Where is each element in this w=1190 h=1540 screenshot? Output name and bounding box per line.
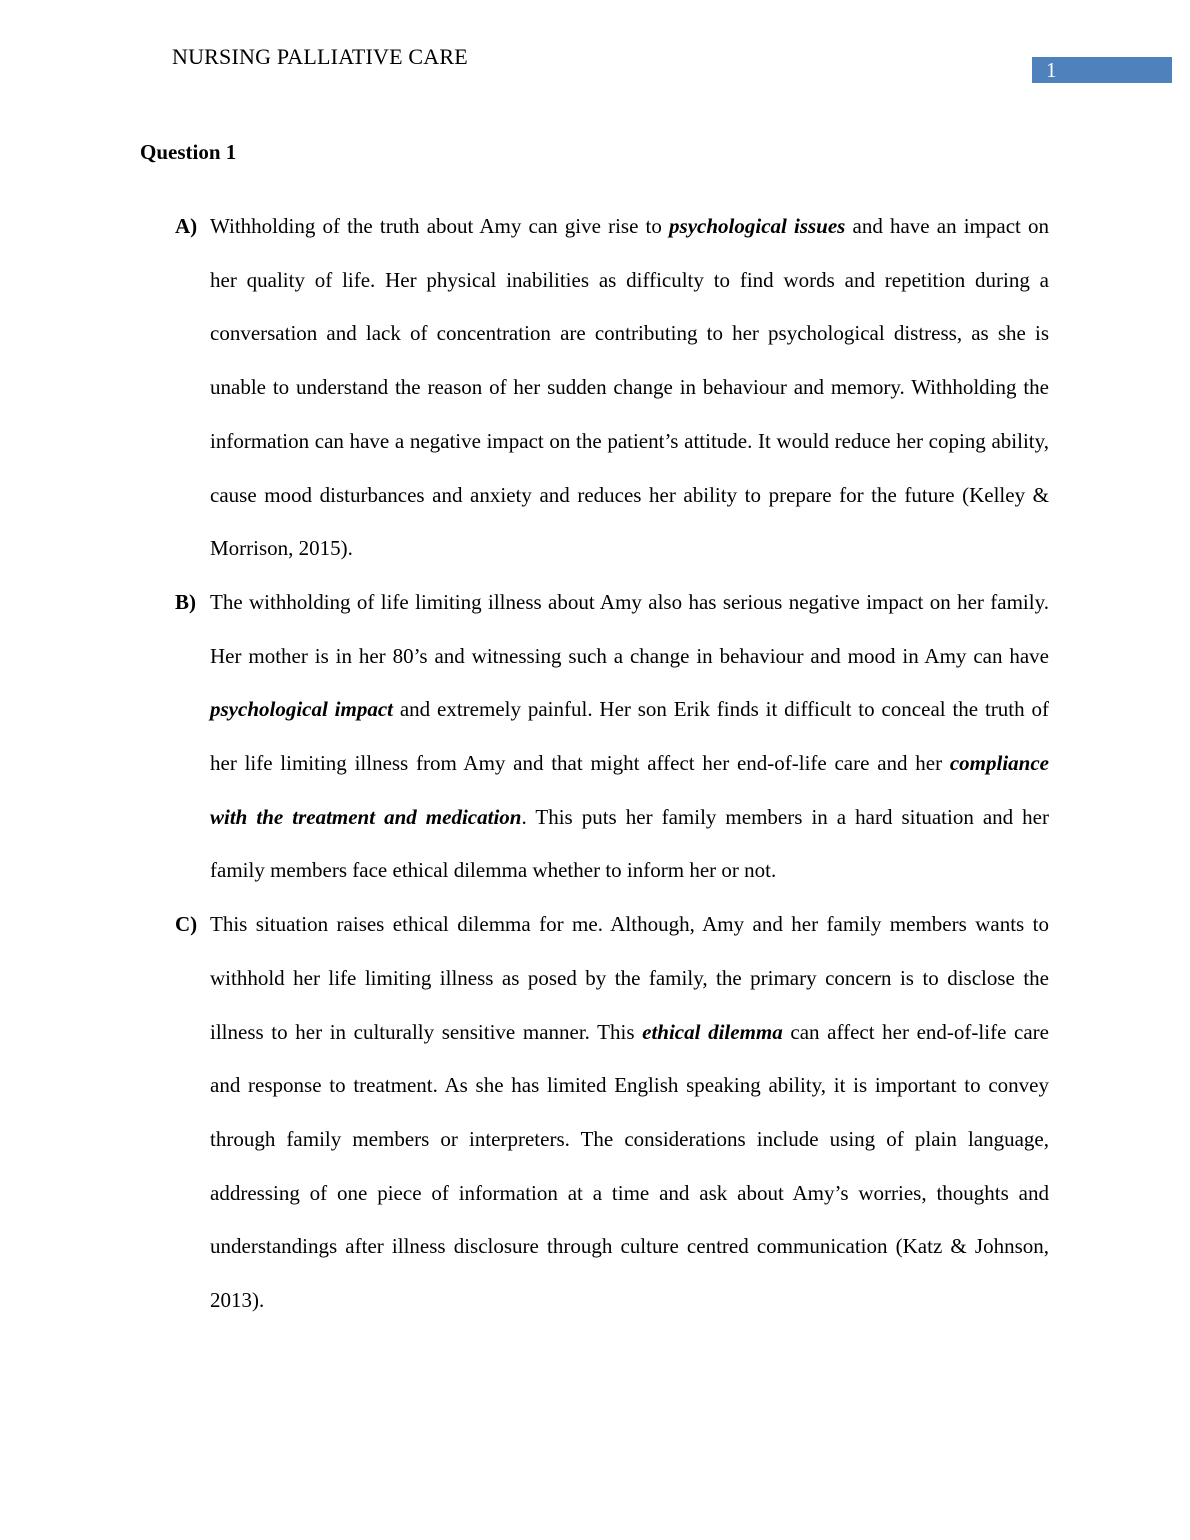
- text-segment: This situation raises ethical dilemma for me. Although, Amy and her family members wants to withhold her life limiting illness as posed by the family, the primary concern is to disclose the illness to her in culturally sensitive manner. This: [210, 912, 1049, 1044]
- answer-label: B): [175, 589, 196, 614]
- answer-list: [0, 200, 1190, 1328]
- answer-item: [0, 200, 1190, 576]
- text-segment: and extremely painful. Her son Erik finds it difficult to conceal the truth of her life limiting illness from Amy and that might affect her end-of-life care and her: [210, 697, 1049, 776]
- answer-label: C): [175, 912, 198, 937]
- answer-text: [210, 200, 1049, 576]
- emphasized-phrase: psychological issues: [669, 214, 846, 238]
- answer-text: [210, 576, 1049, 898]
- question-heading: Question 1: [140, 140, 237, 164]
- text-segment: Withholding of the truth about Amy can give rise to: [210, 214, 670, 238]
- page-number: 1: [1032, 57, 1172, 83]
- answer-item: [0, 576, 1190, 898]
- emphasized-phrase: psychological impact: [210, 697, 393, 722]
- running-head: NURSING PALLIATIVE CARE: [172, 44, 468, 69]
- text-segment: . This puts her family members in a hard situation and her family members face ethical dilemma whether to inform her or not.: [210, 804, 1049, 883]
- answer-label: A): [175, 214, 198, 238]
- answer-item: [0, 898, 1190, 1328]
- text-segment: The withholding of life limiting illness about Amy also has serious negative impact on her family. Her mother is in her 80’s and witnessing such a change in behaviour and mood in Amy can have: [210, 589, 1049, 668]
- emphasized-phrase: compliance with the treatment and medication: [210, 751, 1049, 829]
- emphasized-phrase: ethical dilemma: [642, 1019, 783, 1044]
- text-segment: can affect her end-of-life care and response to treatment. As she has limited English speaking ability, it is important to convey through family members or interpreters. The considerations include using of plain language, addressing of one piece of information at a time and ask about Amy’s worries, thoughts and understandings after illness disclosure through culture centred communication (Katz & Johnson, 2013).: [210, 1019, 1049, 1313]
- text-segment: and have an impact on her quality of life. Her physical inabilities as difficulty to find words and repetition during a conversation and lack of concentration are contributing to her psychological distress, as she is unable to understand the reason of her sudden change in behaviour and memory. Withholding the information can have a negative impact on the patient’s attitude. It would reduce her coping ability, cause mood disturbances and anxiety and reduces her ability to prepare for the future (Kelley & Morrison, 2015).: [210, 214, 1050, 561]
- answer-text: [210, 898, 1049, 1328]
